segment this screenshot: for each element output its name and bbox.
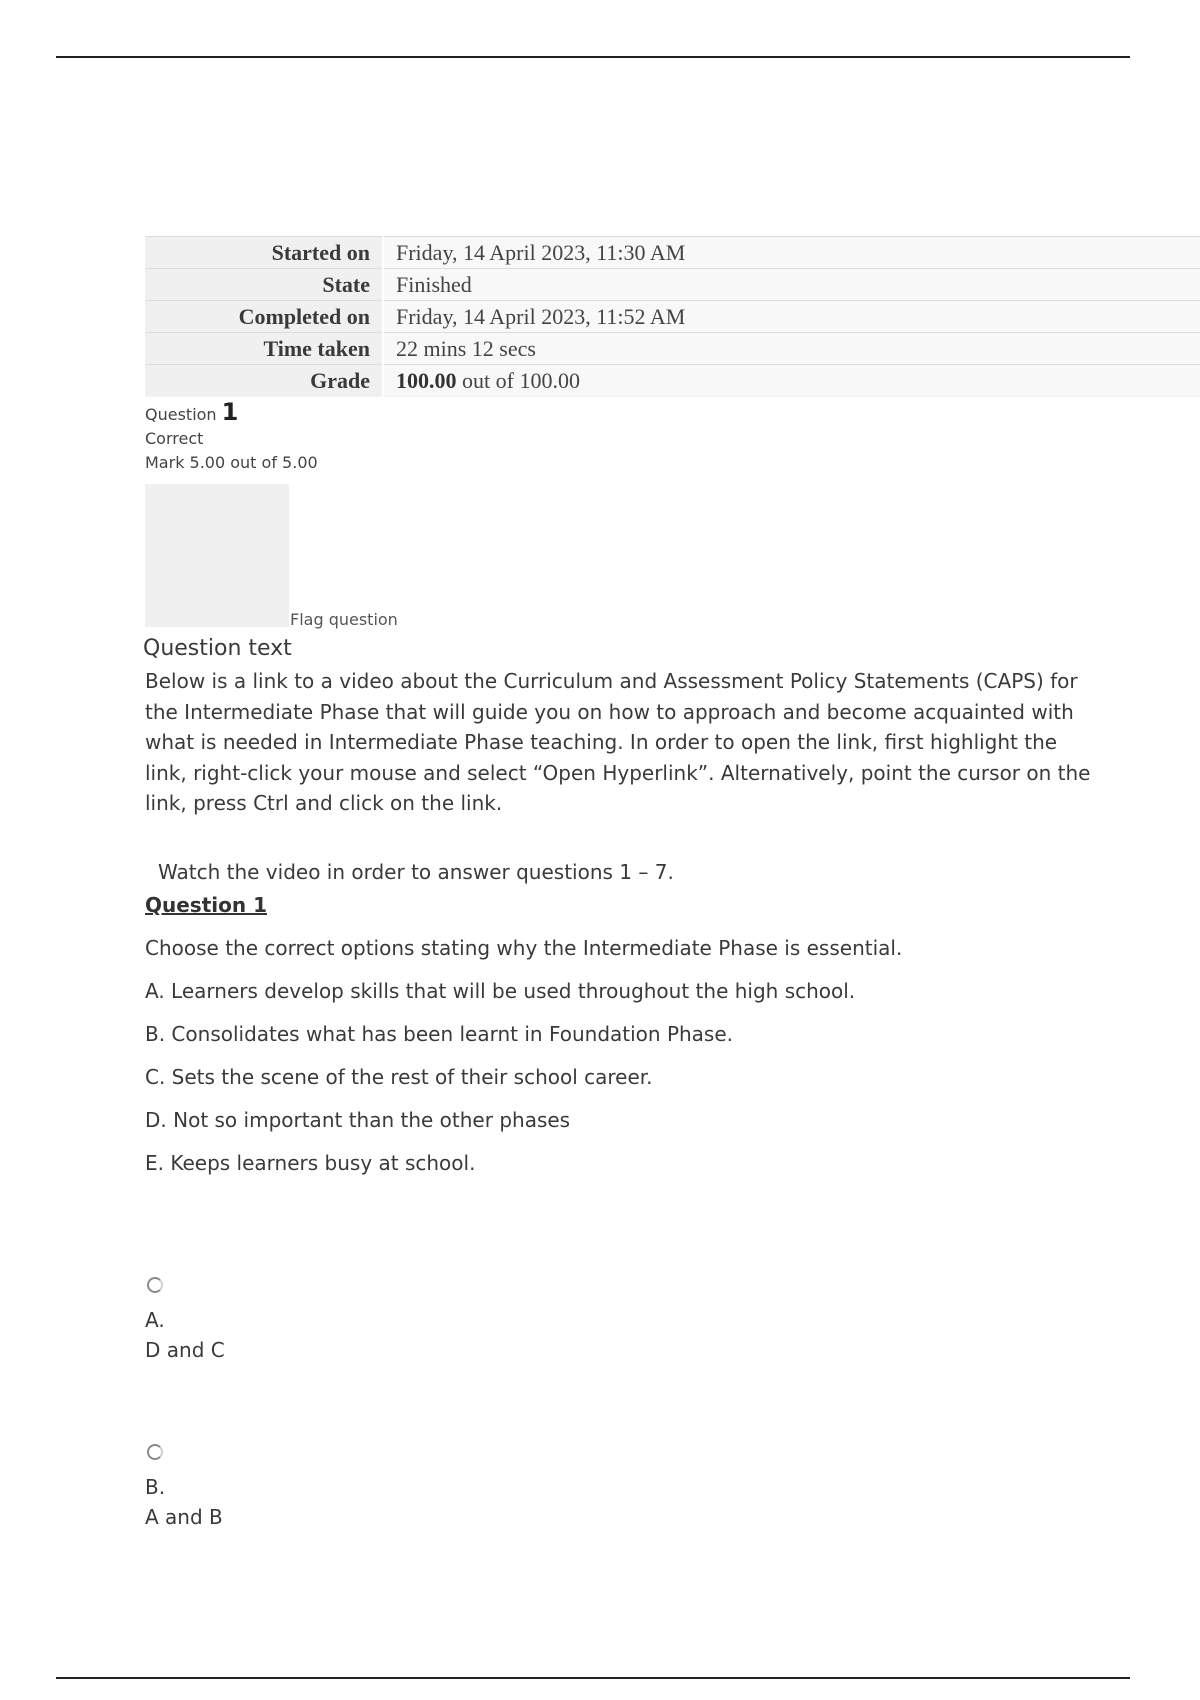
grade-value <box>383 365 1200 397</box>
answer-a-letter: A. <box>145 1308 165 1332</box>
state-value: Finished <box>383 269 1200 301</box>
watch-video-instruction: Watch the video in order to answer questions 1 – 7. <box>158 860 674 884</box>
summary-row-grade <box>145 365 1200 397</box>
answer-option-b[interactable] <box>145 1444 223 1532</box>
question-mark: Mark 5.00 out of 5.00 <box>145 453 318 472</box>
answer-option-a[interactable] <box>145 1277 225 1365</box>
question-1-heading: Question 1 <box>145 893 267 917</box>
attempt-summary-table <box>145 236 1200 397</box>
statement-a: A. Learners develop skills that will be used throughout the high school. <box>145 979 856 1003</box>
time-taken-value: 22 mins 12 secs <box>383 333 1200 365</box>
question-label: Question <box>145 405 222 424</box>
statement-list <box>145 979 855 1194</box>
statement-e: E. Keeps learners busy at school. <box>145 1151 476 1175</box>
statement-c: C. Sets the scene of the rest of their school career. <box>145 1065 653 1089</box>
summary-row-started <box>145 237 1200 269</box>
top-rule <box>56 56 1130 58</box>
grade-score: 100.00 <box>396 367 457 393</box>
flag-question-link[interactable]: Flag question <box>290 610 398 629</box>
question-status: Correct <box>145 429 204 448</box>
answer-a-text: D and C <box>145 1338 225 1362</box>
time-taken-label: Time taken <box>145 333 383 365</box>
started-on-value: Friday, 14 April 2023, 11:30 AM <box>383 237 1200 269</box>
question-number: 1 <box>221 398 239 426</box>
summary-row-state <box>145 269 1200 301</box>
question-number-line <box>145 400 318 427</box>
answer-b-radio[interactable] <box>147 1444 163 1460</box>
question-text-body: Below is a link to a video about the Curriculum and Assessment Policy Statements (CAPS) for the Intermediate Phase that will guide you on how to approach and become acquainted with what is needed in Intermediate Phase teaching. In order to open the link, first highlight the link, right-click your mouse and select “Open Hyperlink”. Alternatively, point the cursor on the link, press Ctrl and click on the link. <box>145 669 1091 815</box>
statement-b: B. Consolidates what has been learnt in Foundation Phase. <box>145 1022 734 1046</box>
question-prompt: Choose the correct options stating why the Intermediate Phase is essential. <box>145 936 903 960</box>
state-label: State <box>145 269 383 301</box>
answer-a-radio[interactable] <box>147 1277 163 1293</box>
completed-on-label: Completed on <box>145 301 383 333</box>
question-text-heading: Question text <box>143 636 292 661</box>
question-info <box>145 400 318 475</box>
summary-row-time <box>145 333 1200 365</box>
grade-out-of: out of 100.00 <box>456 367 580 393</box>
grade-label: Grade <box>145 365 383 397</box>
summary-row-completed <box>145 301 1200 333</box>
answer-b-letter: B. <box>145 1475 166 1499</box>
flag-question-image[interactable] <box>145 484 289 627</box>
completed-on-value: Friday, 14 April 2023, 11:52 AM <box>383 301 1200 333</box>
answer-b-text: A and B <box>145 1505 223 1529</box>
statement-d: D. Not so important than the other phases <box>145 1108 571 1132</box>
bottom-rule <box>56 1677 1130 1679</box>
started-on-label: Started on <box>145 237 383 269</box>
